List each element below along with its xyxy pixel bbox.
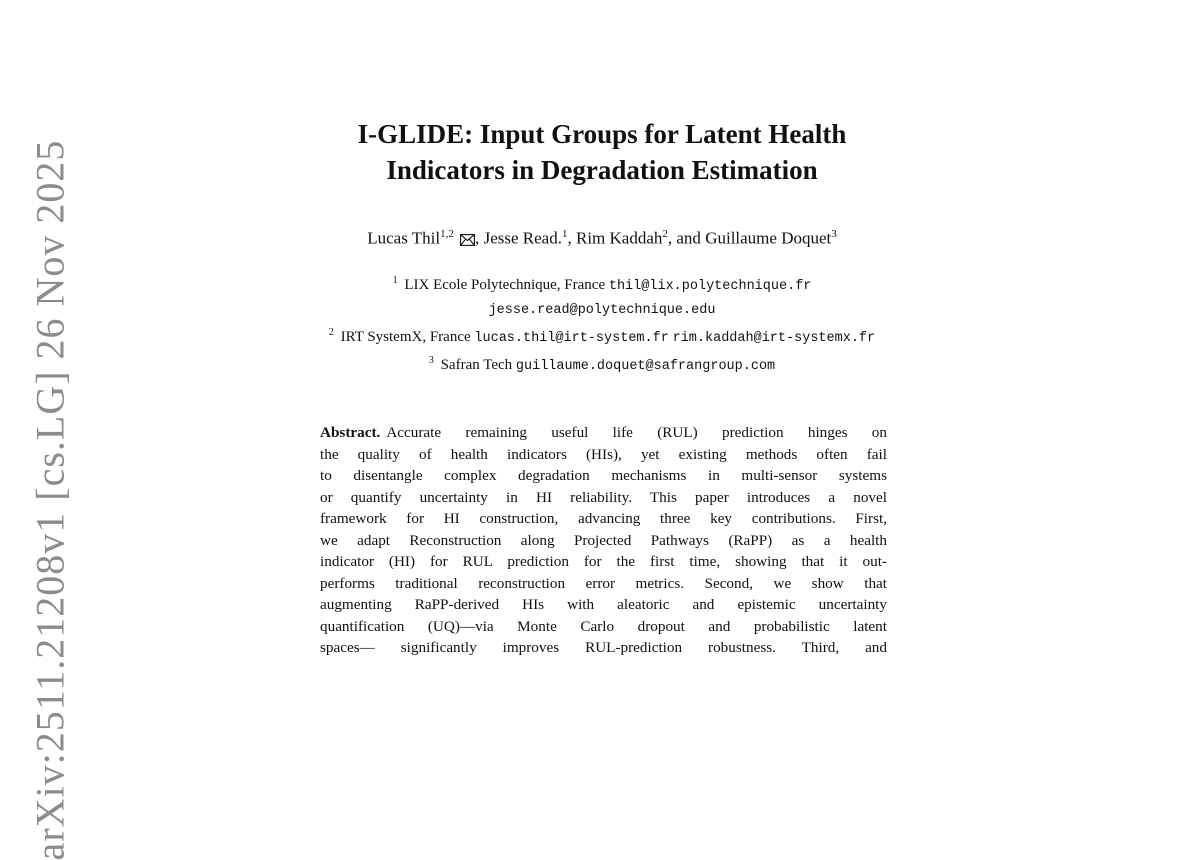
abstract-label: Abstract. bbox=[320, 424, 381, 441]
paper-title bbox=[300, 116, 904, 188]
author-affiliation-marker: 1,2 bbox=[440, 228, 454, 240]
abstract-line: framework for HI construction, advancing three key contributions. First, bbox=[320, 510, 887, 527]
abstract-line: or quantify uncertainty in HI reliability. This paper introduces a novel bbox=[320, 488, 887, 506]
envelope-icon bbox=[460, 231, 475, 251]
author-separator: , bbox=[475, 228, 484, 248]
author-name: Jesse Read. bbox=[483, 228, 562, 248]
paper-title-line: Indicators in Degradation Estimation bbox=[386, 155, 818, 185]
affiliation-marker: 3 bbox=[428, 355, 434, 366]
abstract-text: Accurate remaining useful life (RUL) prediction hinges on bbox=[386, 424, 887, 441]
affiliation-list bbox=[240, 270, 964, 378]
abstract-line bbox=[320, 422, 887, 444]
author-affiliation-marker: 2 bbox=[662, 228, 668, 240]
affiliation-text: Safran Tech bbox=[440, 357, 513, 373]
abstract-line: to disentangle complex degradation mechanisms in multi-sensor systems bbox=[320, 467, 887, 484]
author-email[interactable]: thil@lix.polytechnique.fr bbox=[608, 279, 812, 294]
author-email[interactable]: rim.kaddah@irt-systemx.fr bbox=[672, 331, 876, 346]
abstract-line: we adapt Reconstruction along Projected Pathways (RaPP) as a health bbox=[320, 531, 887, 549]
author-separator: , bbox=[567, 228, 576, 248]
abstract-line: augmenting RaPP-derived HIs with aleatoric and epistemic uncertainty bbox=[320, 596, 887, 613]
author-email[interactable]: lucas.thil@irt-system.fr bbox=[474, 331, 669, 346]
affiliation-line bbox=[240, 350, 964, 378]
affiliation-text: IRT SystemX, France bbox=[340, 329, 471, 345]
abstract-line: the quality of health indicators (HIs), yet existing methods often fail bbox=[320, 445, 887, 463]
affiliation-line bbox=[240, 322, 964, 350]
author-email[interactable]: guillaume.doquet@safrangroup.com bbox=[515, 359, 776, 374]
affiliation-marker: 1 bbox=[392, 275, 398, 286]
paper-title-line: I-GLIDE: Input Groups for Latent Health bbox=[357, 119, 847, 149]
arxiv-identifier-stamp: arXiv:2511.21208v1 [cs.LG] 26 Nov 2025 bbox=[27, 139, 73, 860]
author-list bbox=[250, 228, 954, 251]
author-name: Guillaume Doquet bbox=[705, 228, 832, 248]
abstract-line: performs traditional reconstruction error metrics. Second, we show that bbox=[320, 574, 887, 592]
affiliation-marker: 2 bbox=[328, 327, 334, 338]
author-affiliation-marker: 3 bbox=[831, 228, 837, 240]
abstract bbox=[320, 422, 887, 659]
abstract-line: quantification (UQ)—via Monte Carlo dropout and probabilistic latent bbox=[320, 617, 887, 635]
affiliation-text: LIX Ecole Polytechnique, France bbox=[404, 277, 606, 293]
abstract-line: indicator (HI) for RUL prediction for the first time, showing that it out- bbox=[320, 553, 887, 570]
abstract-line: spaces— significantly improves RUL-prediction robustness. Third, and bbox=[320, 639, 887, 656]
affiliation-line bbox=[240, 270, 964, 298]
affiliation-line bbox=[240, 298, 964, 322]
author-name: Rim Kaddah bbox=[575, 228, 663, 248]
author-affiliation-marker: 1 bbox=[561, 228, 568, 240]
author-email[interactable]: jesse.read@polytechnique.edu bbox=[488, 303, 716, 318]
author-name: Lucas Thil bbox=[367, 228, 441, 248]
author-separator: , and bbox=[667, 228, 706, 248]
